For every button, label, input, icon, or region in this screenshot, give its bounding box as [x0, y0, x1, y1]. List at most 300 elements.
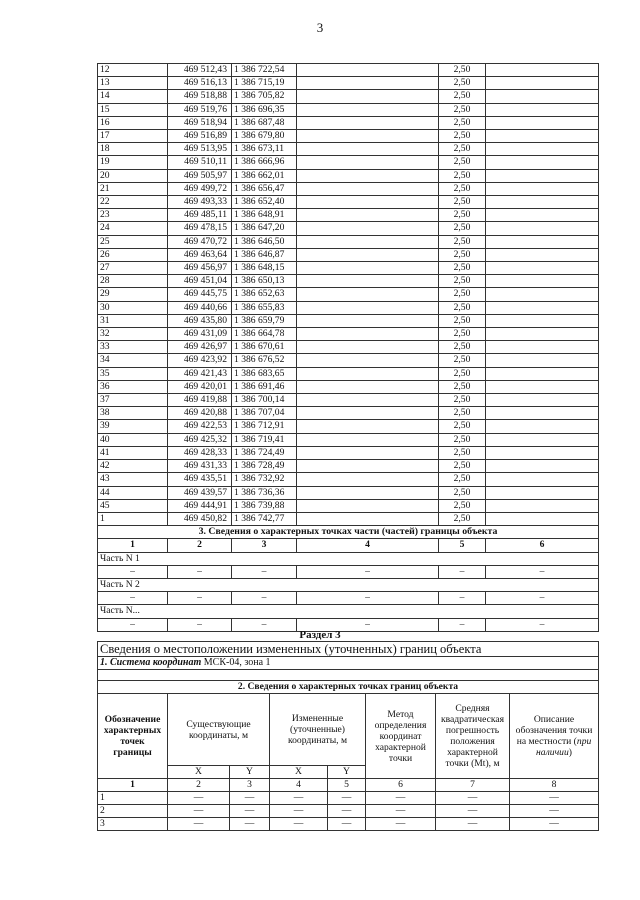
point-number: 29 [98, 288, 168, 301]
empty-cell [486, 275, 599, 288]
dash-cell: — [270, 805, 328, 818]
coord-x: 469 428,33 [168, 446, 232, 459]
accuracy: 2,50 [439, 512, 486, 525]
empty-cell [486, 64, 599, 77]
coord-x: 469 420,01 [168, 380, 232, 393]
coord-x: 469 516,89 [168, 130, 232, 143]
table-row [98, 116, 599, 129]
coord-y: 1 386 662,01 [232, 169, 297, 182]
coord-y: 1 386 647,20 [232, 222, 297, 235]
coord-y: 1 386 705,82 [232, 90, 297, 103]
parts-column-numbers [98, 539, 599, 552]
accuracy: 2,50 [439, 77, 486, 90]
accuracy: 2,50 [439, 156, 486, 169]
accuracy: 2,50 [439, 103, 486, 116]
table-row [98, 222, 599, 235]
table-row [98, 209, 599, 222]
column-number: 3 [230, 779, 270, 792]
empty-cell [486, 156, 599, 169]
header-description-end: ) [568, 747, 572, 758]
dash-cell: — [270, 792, 328, 805]
empty-cell [486, 262, 599, 275]
point-number: 1 [98, 512, 168, 525]
coord-x: 469 435,80 [168, 314, 232, 327]
point-number: 19 [98, 156, 168, 169]
empty-cell [297, 460, 439, 473]
dash-cell: – [297, 592, 439, 605]
dash-cell: — [436, 818, 510, 831]
razdel-3-title: Сведения о местоположении измененных (уточненных) границ объекта [98, 642, 599, 657]
coord-y: 1 386 650,13 [232, 275, 297, 288]
part-label: Часть N... [98, 605, 599, 618]
empty-cell [297, 196, 439, 209]
point-number: 30 [98, 301, 168, 314]
dash-cell: – [486, 592, 599, 605]
empty-cell [297, 301, 439, 314]
dash-cell: – [98, 618, 168, 631]
header-error: Средняя квадратическая погрешность положения характерной точки (Mt), м [436, 694, 510, 779]
empty-cell [297, 222, 439, 235]
empty-cell [486, 354, 599, 367]
table-row [98, 64, 599, 77]
dash-cell: – [486, 618, 599, 631]
table-row [98, 130, 599, 143]
empty-cell [297, 380, 439, 393]
empty-cell [297, 473, 439, 486]
point-number: 28 [98, 275, 168, 288]
table-row [98, 446, 599, 459]
coord-x: 469 512,43 [168, 64, 232, 77]
table-row [98, 156, 599, 169]
coord-x: 469 420,88 [168, 407, 232, 420]
empty-cell [486, 143, 599, 156]
header-point-designation: Обозначение характерных точек границы [98, 694, 168, 779]
coord-y: 1 386 724,49 [232, 446, 297, 459]
point-number: 33 [98, 341, 168, 354]
point-number: 18 [98, 143, 168, 156]
column-number: 2 [168, 539, 232, 552]
coord-x: 469 439,57 [168, 486, 232, 499]
table-row [98, 499, 599, 512]
column-number: 4 [297, 539, 439, 552]
coord-y: 1 386 719,41 [232, 433, 297, 446]
coord-x: 469 478,15 [168, 222, 232, 235]
point-number: 38 [98, 407, 168, 420]
dash-cell: – [439, 618, 486, 631]
coord-y: 1 386 707,04 [232, 407, 297, 420]
accuracy: 2,50 [439, 301, 486, 314]
empty-cell [486, 209, 599, 222]
accuracy: 2,50 [439, 380, 486, 393]
coord-y: 1 386 696,35 [232, 103, 297, 116]
empty-cell [486, 380, 599, 393]
column-number: 6 [366, 779, 436, 792]
point-number: 45 [98, 499, 168, 512]
accuracy: 2,50 [439, 182, 486, 195]
table-row [98, 486, 599, 499]
coord-y: 1 386 648,15 [232, 262, 297, 275]
accuracy: 2,50 [439, 473, 486, 486]
accuracy: 2,50 [439, 116, 486, 129]
coordinate-system-value: МСК-04, зона 1 [201, 657, 271, 668]
dash-cell: – [297, 618, 439, 631]
empty-cell [486, 182, 599, 195]
point-number: 43 [98, 473, 168, 486]
empty-cell [297, 512, 439, 525]
coord-y: 1 386 652,40 [232, 196, 297, 209]
coord-x: 469 519,76 [168, 103, 232, 116]
column-number: 2 [168, 779, 230, 792]
point-number: 12 [98, 64, 168, 77]
dash-cell: – [232, 592, 297, 605]
dash-cell: — [436, 792, 510, 805]
coord-y: 1 386 655,83 [232, 301, 297, 314]
coordinate-system [98, 657, 599, 670]
empty-cell [297, 394, 439, 407]
empty-cell [297, 314, 439, 327]
accuracy: 2,50 [439, 394, 486, 407]
empty-cell [486, 499, 599, 512]
accuracy: 2,50 [439, 248, 486, 261]
empty-cell [297, 103, 439, 116]
parts-title: 3. Сведения о характерных точках части (частей) границы объекта [98, 526, 599, 539]
table-row [98, 380, 599, 393]
coord-x: 469 421,43 [168, 367, 232, 380]
accuracy: 2,50 [439, 354, 486, 367]
empty-cell [486, 301, 599, 314]
table-row [98, 196, 599, 209]
table-row [98, 792, 599, 805]
coordinates-table [97, 63, 599, 632]
table-row [98, 328, 599, 341]
empty-cell [297, 288, 439, 301]
point-number: 40 [98, 433, 168, 446]
point-number: 32 [98, 328, 168, 341]
empty-cell [486, 460, 599, 473]
column-number: 3 [232, 539, 297, 552]
table-row [98, 420, 599, 433]
dash-cell: – [168, 592, 232, 605]
table-row [98, 288, 599, 301]
empty-cell [297, 248, 439, 261]
empty-cell [297, 64, 439, 77]
dash-cell: — [168, 818, 230, 831]
point-number: 26 [98, 248, 168, 261]
dash-cell: – [98, 565, 168, 578]
empty-cell [486, 103, 599, 116]
coord-x: 469 425,32 [168, 433, 232, 446]
accuracy: 2,50 [439, 262, 486, 275]
coord-y: 1 386 679,80 [232, 130, 297, 143]
coord-x: 469 518,88 [168, 90, 232, 103]
coord-y: 1 386 666,96 [232, 156, 297, 169]
razdel-3-table [97, 641, 599, 831]
point-number: 25 [98, 235, 168, 248]
coord-y: 1 386 732,92 [232, 473, 297, 486]
accuracy: 2,50 [439, 288, 486, 301]
coord-x: 469 493,33 [168, 196, 232, 209]
coord-x: 469 510,11 [168, 156, 232, 169]
dash-cell: — [168, 792, 230, 805]
coord-x: 469 516,13 [168, 77, 232, 90]
coord-y: 1 386 683,65 [232, 367, 297, 380]
point-number: 22 [98, 196, 168, 209]
coord-y: 1 386 646,50 [232, 235, 297, 248]
dash-cell: — [168, 805, 230, 818]
dash-cell: — [230, 805, 270, 818]
dash-cell: – [98, 592, 168, 605]
coord-x: 469 426,97 [168, 341, 232, 354]
accuracy: 2,50 [439, 420, 486, 433]
header-method: Метод определения координат характерной точки [366, 694, 436, 779]
point-number: 35 [98, 367, 168, 380]
accuracy: 2,50 [439, 367, 486, 380]
empty-cell [486, 90, 599, 103]
empty-cell [486, 433, 599, 446]
empty-cell [486, 328, 599, 341]
dash-cell: – [168, 565, 232, 578]
empty-cell [486, 420, 599, 433]
coord-y: 1 386 687,48 [232, 116, 297, 129]
point-number: 27 [98, 262, 168, 275]
empty-cell [297, 209, 439, 222]
column-number: 5 [439, 539, 486, 552]
accuracy: 2,50 [439, 196, 486, 209]
accuracy: 2,50 [439, 143, 486, 156]
empty-cell [486, 512, 599, 525]
header-description [510, 694, 599, 779]
point-number: 2 [98, 805, 168, 818]
dash-cell: — [366, 818, 436, 831]
dash-cell: — [328, 805, 366, 818]
table-row [98, 341, 599, 354]
accuracy: 2,50 [439, 407, 486, 420]
table-row [98, 394, 599, 407]
table-row [98, 248, 599, 261]
dash-cell: — [270, 818, 328, 831]
point-number: 20 [98, 169, 168, 182]
point-number: 3 [98, 818, 168, 831]
coord-x: 469 435,51 [168, 473, 232, 486]
razdel-3-column-numbers [98, 779, 599, 792]
coord-x: 469 470,72 [168, 235, 232, 248]
empty-cell [486, 486, 599, 499]
empty-cell [486, 116, 599, 129]
coord-y: 1 386 700,14 [232, 394, 297, 407]
coord-y: 1 386 673,11 [232, 143, 297, 156]
column-number: 1 [98, 539, 168, 552]
table-row [98, 473, 599, 486]
coord-x: 469 444,91 [168, 499, 232, 512]
parts-title-row [98, 526, 599, 539]
coordinate-system-label: 1. Система координат [100, 657, 202, 668]
empty-cell [297, 130, 439, 143]
part-dash-row [98, 565, 599, 578]
dash-cell: — [230, 818, 270, 831]
coord-x: 469 463,64 [168, 248, 232, 261]
point-number: 34 [98, 354, 168, 367]
point-number: 16 [98, 116, 168, 129]
accuracy: 2,50 [439, 222, 486, 235]
point-number: 36 [98, 380, 168, 393]
accuracy: 2,50 [439, 486, 486, 499]
y-label-changed: Y [328, 766, 366, 779]
coord-x: 469 456,97 [168, 262, 232, 275]
table-row [98, 805, 599, 818]
accuracy: 2,50 [439, 64, 486, 77]
empty-cell [297, 90, 439, 103]
empty-cell [297, 156, 439, 169]
table-row [98, 235, 599, 248]
coord-y: 1 386 728,49 [232, 460, 297, 473]
accuracy: 2,50 [439, 235, 486, 248]
table-row [98, 77, 599, 90]
empty-cell [486, 341, 599, 354]
empty-cell [297, 486, 439, 499]
empty-cell [297, 169, 439, 182]
coord-y: 1 386 670,61 [232, 341, 297, 354]
coord-y: 1 386 676,52 [232, 354, 297, 367]
empty-cell [297, 407, 439, 420]
column-number: 4 [270, 779, 328, 792]
table-row [98, 433, 599, 446]
empty-cell [486, 196, 599, 209]
coord-x: 469 445,75 [168, 288, 232, 301]
header-description-main: Описание обозначения точки на местности ( [515, 714, 593, 747]
empty-cell [297, 433, 439, 446]
coord-x: 469 485,11 [168, 209, 232, 222]
table-row [98, 169, 599, 182]
header-existing-coords: Существующие координаты, м [168, 694, 270, 766]
coord-x: 469 518,94 [168, 116, 232, 129]
empty-cell [297, 235, 439, 248]
part-label: Часть N 2 [98, 578, 599, 591]
spacer-row [98, 670, 599, 681]
dash-cell: — [436, 805, 510, 818]
razdel-3-heading: Раздел 3 [299, 629, 341, 641]
coord-y: 1 386 742,77 [232, 512, 297, 525]
empty-cell [297, 499, 439, 512]
point-number: 44 [98, 486, 168, 499]
table-row [98, 407, 599, 420]
table-row [98, 103, 599, 116]
header-description-italic: при наличии [536, 736, 592, 758]
table-row [98, 143, 599, 156]
table-row [98, 275, 599, 288]
accuracy: 2,50 [439, 499, 486, 512]
dash-cell: — [366, 792, 436, 805]
accuracy: 2,50 [439, 433, 486, 446]
part-row [98, 552, 599, 565]
coord-y: 1 386 712,91 [232, 420, 297, 433]
x-label-existing: X [168, 766, 230, 779]
point-number: 31 [98, 314, 168, 327]
table-row [98, 182, 599, 195]
dash-cell: – [486, 565, 599, 578]
point-number: 24 [98, 222, 168, 235]
coord-x: 469 450,82 [168, 512, 232, 525]
empty-cell [486, 288, 599, 301]
dash-cell: — [230, 792, 270, 805]
accuracy: 2,50 [439, 130, 486, 143]
dash-cell: – [297, 565, 439, 578]
point-number: 41 [98, 446, 168, 459]
table-row [98, 460, 599, 473]
coord-x: 469 440,66 [168, 301, 232, 314]
accuracy: 2,50 [439, 341, 486, 354]
column-number: 8 [510, 779, 599, 792]
coord-y: 1 386 646,87 [232, 248, 297, 261]
table-row [98, 90, 599, 103]
empty-cell [297, 77, 439, 90]
empty-cell [486, 367, 599, 380]
empty-cell [297, 328, 439, 341]
point-number: 14 [98, 90, 168, 103]
empty-cell [297, 143, 439, 156]
header-changed-coords: Измененные (уточненные) координаты, м [270, 694, 366, 766]
points-subtitle: 2. Сведения о характерных точках границ объекта [98, 681, 599, 694]
accuracy: 2,50 [439, 314, 486, 327]
dash-cell: — [510, 792, 599, 805]
empty-cell [297, 275, 439, 288]
empty-cell [297, 420, 439, 433]
point-number: 15 [98, 103, 168, 116]
empty-cell [486, 407, 599, 420]
accuracy: 2,50 [439, 169, 486, 182]
column-number: 5 [328, 779, 366, 792]
dash-cell: – [439, 592, 486, 605]
coord-x: 469 451,04 [168, 275, 232, 288]
dash-cell: — [328, 792, 366, 805]
empty-cell [486, 446, 599, 459]
accuracy: 2,50 [439, 275, 486, 288]
dash-cell: — [366, 805, 436, 818]
dash-cell: – [232, 618, 297, 631]
coord-x: 469 423,92 [168, 354, 232, 367]
dash-cell: — [510, 805, 599, 818]
empty-cell [297, 446, 439, 459]
coord-x: 469 419,88 [168, 394, 232, 407]
accuracy: 2,50 [439, 90, 486, 103]
accuracy: 2,50 [439, 328, 486, 341]
accuracy: 2,50 [439, 446, 486, 459]
point-number: 21 [98, 182, 168, 195]
y-label-existing: Y [230, 766, 270, 779]
dash-cell: – [232, 565, 297, 578]
page-number: 3 [316, 20, 324, 35]
point-number: 23 [98, 209, 168, 222]
empty-cell [486, 77, 599, 90]
x-label-changed: X [270, 766, 328, 779]
coord-x: 469 513,95 [168, 143, 232, 156]
dash-cell: — [510, 818, 599, 831]
point-number: 13 [98, 77, 168, 90]
coord-y: 1 386 664,78 [232, 328, 297, 341]
coord-y: 1 386 736,36 [232, 486, 297, 499]
coord-y: 1 386 652,63 [232, 288, 297, 301]
empty-cell [486, 314, 599, 327]
point-number: 39 [98, 420, 168, 433]
coord-x: 469 431,33 [168, 460, 232, 473]
table-row [98, 301, 599, 314]
empty-cell [297, 182, 439, 195]
part-row [98, 578, 599, 591]
empty-cell [486, 394, 599, 407]
column-number: 1 [98, 779, 168, 792]
coord-y: 1 386 722,54 [232, 64, 297, 77]
empty-cell [297, 341, 439, 354]
table-row [98, 354, 599, 367]
